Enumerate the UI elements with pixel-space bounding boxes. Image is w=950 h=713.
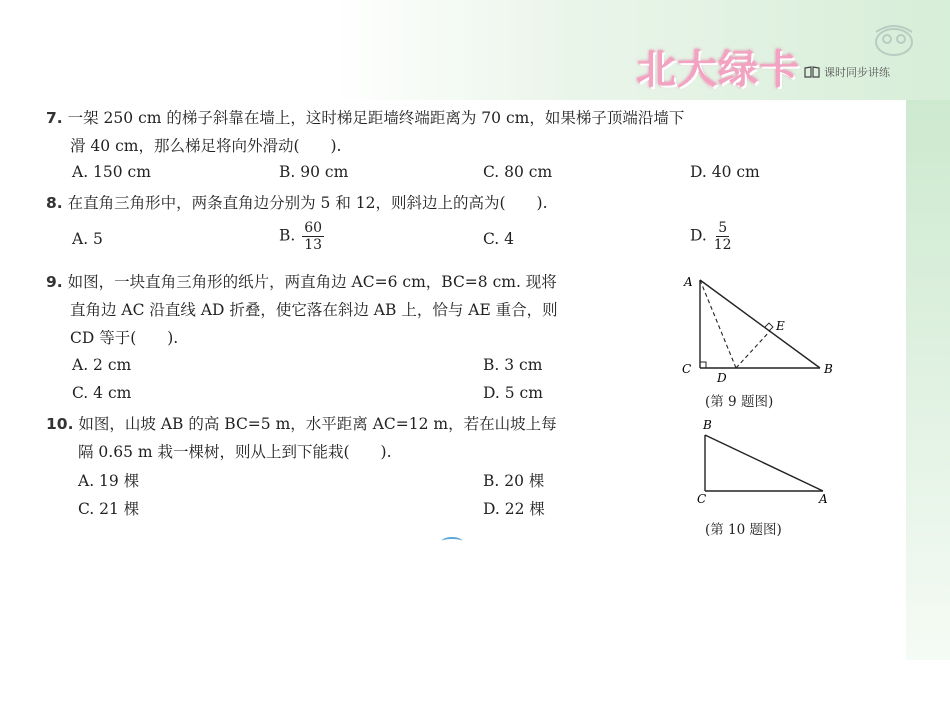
q8-option-b-label: B. (279, 226, 296, 245)
q7-line1 (46, 106, 684, 128)
q9-text-3: CD 等于( ). (70, 329, 179, 347)
q10-label-a: A (819, 492, 828, 506)
q9-option-c: C. 4 cm (72, 384, 132, 402)
q10-number: 10. (46, 415, 74, 433)
decorative-side-strip (906, 100, 950, 660)
q8-text-1: 在直角三角形中，两条直角边分别为 5 和 12，则斜边上的高为( ). (67, 194, 548, 212)
q9-label-c: C (682, 362, 692, 376)
q8-option-d (690, 220, 732, 253)
tagline-text: 课时同步讲练 (824, 66, 890, 79)
q10-text-2: 隔 0.65 m 栽一棵树，则从上到下能栽( ). (78, 443, 392, 461)
q10-option-a: A. 19 棵 (78, 472, 140, 490)
q10-option-d: D. 22 棵 (483, 500, 545, 518)
q9-triangle-figure (680, 272, 840, 382)
header-background (0, 0, 950, 100)
q7-option-a: A. 150 cm (72, 163, 151, 181)
brand-logo: 北大绿卡 (636, 47, 800, 93)
q8-option-c: C. 4 (483, 230, 515, 248)
owl-logo-icon (872, 22, 916, 58)
q10-slope-figure (695, 415, 845, 510)
q8-option-b (279, 220, 324, 253)
q9-figure-caption: (第 9 题图) (705, 394, 774, 410)
q9-label-b: B (824, 362, 833, 376)
q8-option-d-fraction (714, 220, 732, 253)
q9-label-e: E (776, 319, 785, 333)
q9-number: 9. (46, 273, 63, 291)
q9-option-b: B. 3 cm (483, 356, 543, 374)
q9-line1 (46, 270, 557, 292)
q7-option-d: D. 40 cm (690, 163, 760, 181)
q10-figure-caption: (第 10 题图) (705, 522, 782, 538)
q9-option-d: D. 5 cm (483, 384, 543, 402)
q9-option-a: A. 2 cm (72, 356, 132, 374)
q8-option-d-label: D. (690, 226, 707, 245)
tagline (804, 64, 890, 80)
q10-label-c: C (697, 492, 707, 506)
q7-option-c: C. 80 cm (483, 163, 553, 181)
q9-text-2: 直角边 AC 沿直线 AD 折叠，使它落在斜边 AB 上，恰与 AE 重合，则 (70, 301, 558, 319)
q8-option-d-numerator: 5 (718, 220, 728, 236)
q8-option-b-fraction (302, 220, 324, 253)
q8-option-d-denominator: 12 (713, 237, 732, 253)
book-icon (804, 66, 820, 78)
q8-option-b-numerator: 60 (304, 220, 323, 236)
q8-option-b-denominator: 13 (304, 237, 323, 253)
q10-line1 (46, 412, 557, 434)
q7-option-b: B. 90 cm (279, 163, 349, 181)
q10-option-c: C. 21 棵 (78, 500, 140, 518)
q8-number: 8. (46, 194, 63, 212)
q8-option-a: A. 5 (72, 230, 103, 248)
q9-label-d: D (717, 371, 727, 382)
q10-text-1: 如图，山坡 AB 的高 BC=5 m，水平距离 AC=12 m，若在山坡上每 (78, 415, 557, 433)
q8-line1 (46, 191, 548, 213)
q7-number: 7. (46, 109, 63, 127)
q9-text-1: 如图，一块直角三角形的纸片，两直角边 AC=6 cm，BC=8 cm. 现将 (67, 273, 557, 291)
q10-label-b: B (703, 418, 712, 432)
q9-label-a: A (684, 275, 693, 289)
decorative-arc (442, 537, 462, 545)
q10-option-b: B. 20 棵 (483, 472, 545, 490)
q7-text-1: 一架 250 cm 的梯子斜靠在墙上，这时梯足距墙终端距离为 70 cm，如果梯子顶端沿墙下 (67, 109, 685, 127)
q7-text-2: 滑 40 cm，那么梯足将向外滑动( ). (70, 137, 342, 155)
